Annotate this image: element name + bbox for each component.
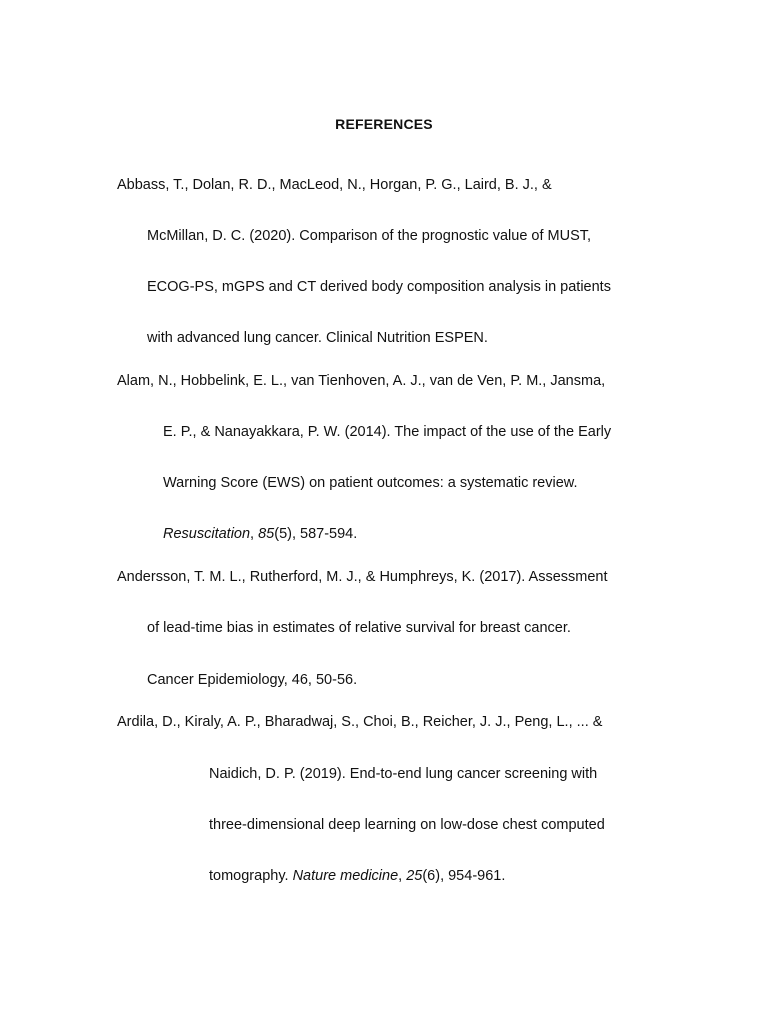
reference-3-line-3: Cancer Epidemiology, 46, 50-56. xyxy=(147,672,358,688)
journal-volume: 25 xyxy=(406,868,423,884)
reference-1-line-3: ECOG-PS, mGPS and CT derived body composition analysis in patients xyxy=(147,279,611,295)
journal-title: Nature medicine xyxy=(292,868,399,884)
reference-4-line-4: tomography. Nature medicine, 25(6), 954-961. xyxy=(209,868,506,884)
reference-2-line-1: Alam, N., Hobbelink, E. L., van Tienhoven, A. J., van de Ven, P. M., Jansma, xyxy=(117,373,606,389)
issue-pages: (6), 954-961. xyxy=(422,868,506,884)
reference-4-line-2: Naidich, D. P. (2019). End-to-end lung cancer screening with xyxy=(209,766,598,782)
reference-4-line-1: Ardila, D., Kiraly, A. P., Bharadwaj, S., Choi, B., Reicher, J. J., Peng, L., ... & xyxy=(117,714,603,730)
reference-2-line-2: E. P., & Nanayakkara, P. W. (2014). The impact of the use of the Early xyxy=(163,424,612,440)
reference-1-line-1: Abbass, T., Dolan, R. D., MacLeod, N., Horgan, P. G., Laird, B. J., & xyxy=(117,177,552,193)
reference-3-line-1: Andersson, T. M. L., Rutherford, M. J., & Humphreys, K. (2017). Assessment xyxy=(117,569,608,585)
reference-2-line-4: Resuscitation, 85(5), 587-594. xyxy=(163,526,358,542)
line-prefix: tomography. xyxy=(209,868,293,884)
reference-3-line-2: of lead-time bias in estimates of relative survival for breast cancer. xyxy=(147,620,571,636)
reference-1-line-4: with advanced lung cancer. Clinical Nutrition ESPEN. xyxy=(147,330,488,346)
page-title: REFERENCES xyxy=(335,116,433,132)
journal-title: Resuscitation xyxy=(163,526,251,542)
reference-4-line-3: three-dimensional deep learning on low-dose chest computed xyxy=(209,817,605,833)
journal-volume: 85 xyxy=(258,526,275,542)
reference-1-line-2: McMillan, D. C. (2020). Comparison of the prognostic value of MUST, xyxy=(147,228,592,244)
issue-pages: (5), 587-594. xyxy=(274,526,358,542)
reference-2-line-3: Warning Score (EWS) on patient outcomes: a systematic review. xyxy=(163,475,578,491)
